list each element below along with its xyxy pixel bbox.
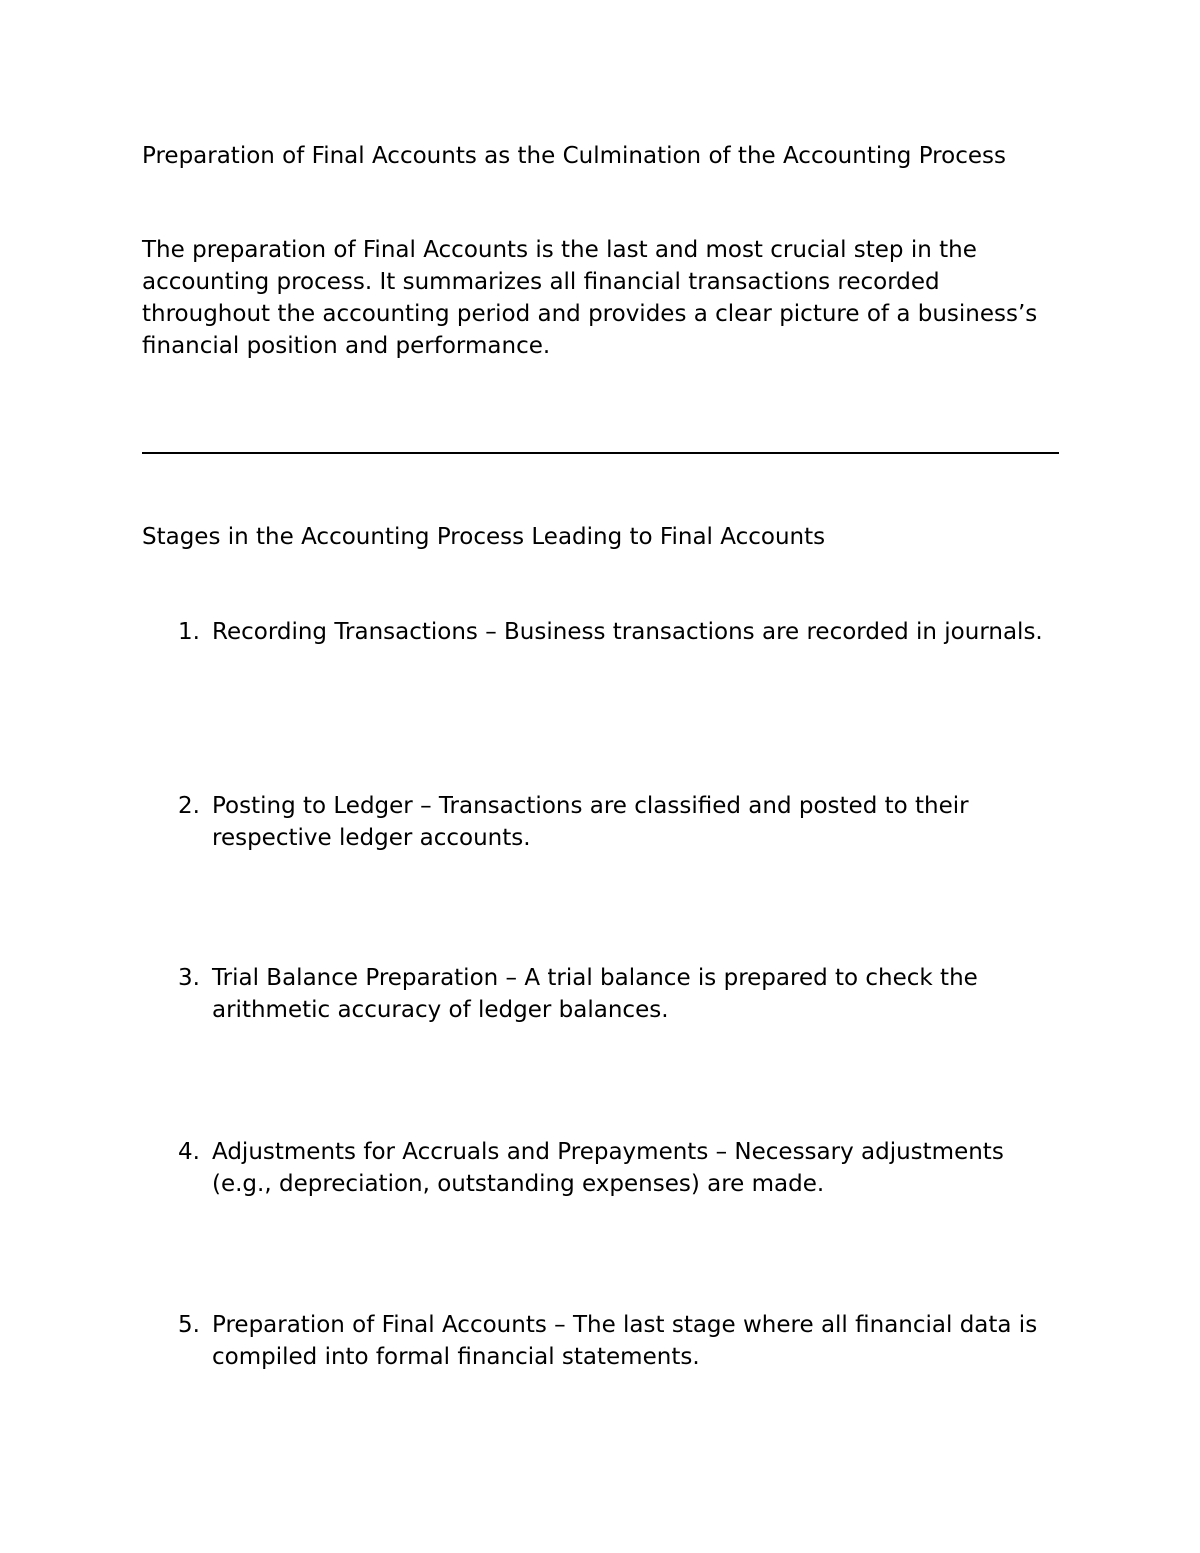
stage-description: Adjustments for Accruals and Prepayments – Necessary adjustments (e.g., depreciation, outstanding expenses) are made. — [212, 1139, 1004, 1197]
stage-number: 3. — [178, 965, 200, 991]
document-title: Preparation of Final Accounts as the Culmination of the Accounting Process — [142, 143, 1006, 169]
horizontal-divider — [142, 452, 1059, 454]
intro-paragraph: The preparation of Final Accounts is the last and most crucial step in the accounting process. It summarizes all financial transactions recorded throughout the accounting period and provides a clear picture of a business’s financial position and performance. — [142, 237, 1045, 359]
stage-number: 2. — [178, 793, 200, 819]
stage-description: Preparation of Final Accounts – The last stage where all financial data is compiled into formal financial statements. — [212, 1312, 1038, 1370]
section-heading: Stages in the Accounting Process Leading to Final Accounts — [142, 524, 826, 550]
stage-number: 4. — [178, 1139, 200, 1165]
stage-number: 1. — [178, 619, 200, 645]
stage-description: Posting to Ledger – Transactions are classified and posted to their respective ledger accounts. — [212, 793, 969, 851]
stage-description: Trial Balance Preparation – A trial balance is prepared to check the arithmetic accuracy of ledger balances. — [212, 965, 978, 1023]
stage-description: Recording Transactions – Business transactions are recorded in journals. — [212, 619, 1043, 645]
stage-number: 5. — [178, 1312, 200, 1338]
